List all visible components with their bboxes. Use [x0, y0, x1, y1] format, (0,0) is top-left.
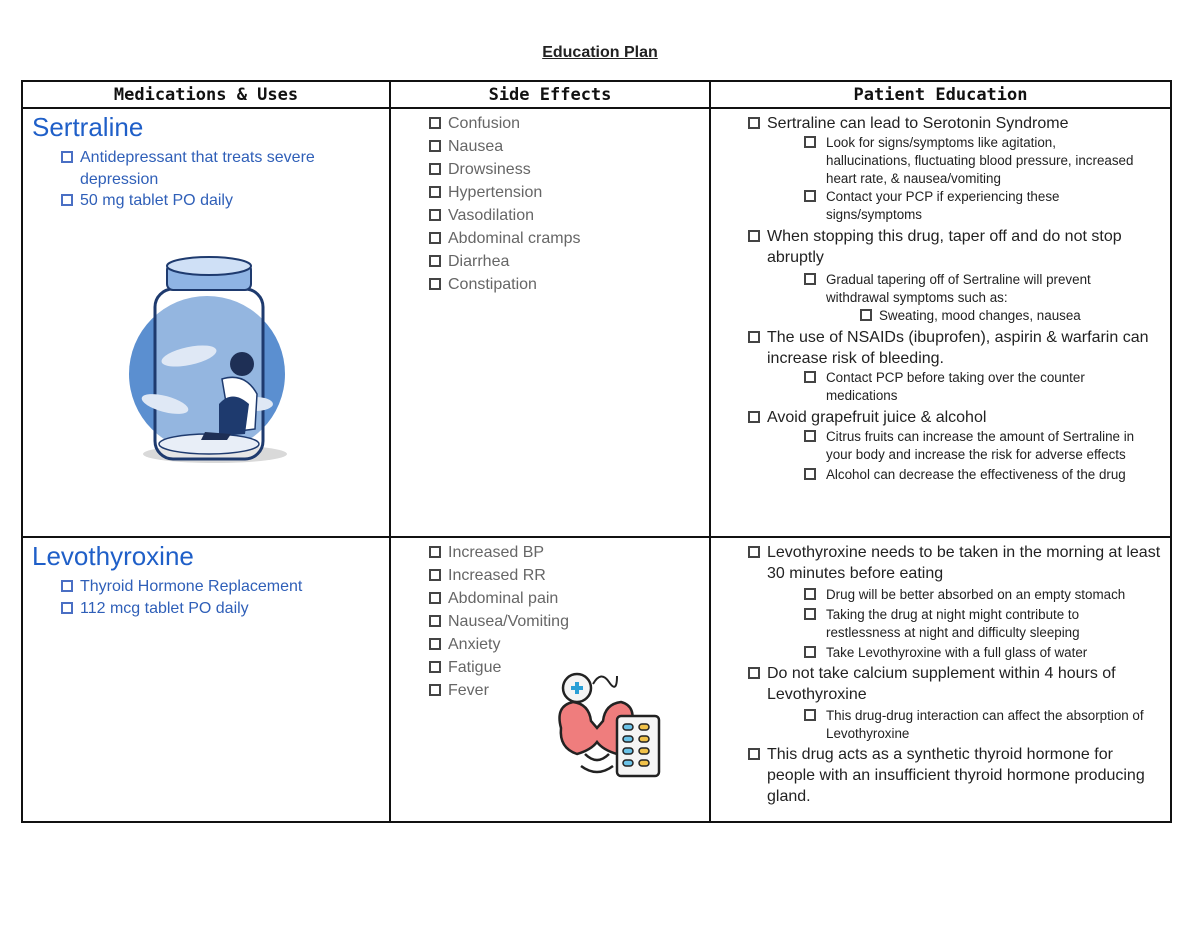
side-effect-item: Nausea	[429, 135, 709, 158]
side-effect-item: Fatigue	[429, 656, 709, 679]
education-list	[711, 109, 1170, 484]
medication-cell	[22, 108, 390, 537]
checkbox[interactable]	[804, 646, 816, 658]
checkbox[interactable]	[61, 602, 73, 614]
checkbox[interactable]	[748, 230, 760, 242]
checkbox[interactable]	[804, 709, 816, 721]
side-effect-item: Anxiety	[429, 633, 709, 656]
side-effects-list	[429, 112, 709, 296]
checkbox[interactable]	[429, 255, 441, 267]
checkbox[interactable]	[804, 190, 816, 202]
education-subpoint: Take Levothyroxine with a full glass of water	[804, 644, 1144, 662]
checkbox[interactable]	[804, 468, 816, 480]
education-plan-table	[21, 80, 1172, 823]
checkbox[interactable]	[61, 194, 73, 206]
checkbox[interactable]	[804, 136, 816, 148]
header-medications: Medications & Uses	[22, 81, 390, 108]
drug-name: Sertraline	[32, 112, 144, 142]
side-effect-item: Vasodilation	[429, 204, 709, 227]
education-point: Sertraline can lead to Serotonin Syndrome	[748, 113, 1164, 134]
side-effect-item: Drowsiness	[429, 158, 709, 181]
checkbox[interactable]	[61, 580, 73, 592]
checkbox[interactable]	[429, 117, 441, 129]
checkbox[interactable]	[748, 117, 760, 129]
use-item: Antidepressant that treats severe depression	[61, 147, 361, 190]
education-point: Levothyroxine needs to be taken in the morning at least 30 minutes before eating	[748, 542, 1164, 584]
medication-cell	[22, 537, 390, 822]
uses-list	[61, 147, 389, 212]
patient-education-cell	[710, 537, 1171, 822]
medication-row-sertraline	[22, 108, 1171, 537]
checkbox[interactable]	[429, 684, 441, 696]
education-list	[711, 538, 1170, 807]
education-subpoint: Look for signs/symptoms like agitation, hallucinations, fluctuating blood pressure, increased heart rate, & nausea/vomiting	[804, 134, 1144, 188]
checkbox[interactable]	[429, 546, 441, 558]
checkbox[interactable]	[429, 278, 441, 290]
checkbox[interactable]	[429, 209, 441, 221]
header-patient-education: Patient Education	[710, 81, 1171, 108]
checkbox[interactable]	[860, 309, 872, 321]
side-effect-item: Abdominal cramps	[429, 227, 709, 250]
education-subpoint: Drug will be better absorbed on an empty stomach	[804, 586, 1144, 604]
checkbox[interactable]	[804, 588, 816, 600]
use-item: Thyroid Hormone Replacement	[61, 576, 361, 598]
education-subpoint: This drug-drug interaction can affect the absorption of Levothyroxine	[804, 707, 1144, 743]
checkbox[interactable]	[429, 615, 441, 627]
checkbox[interactable]	[748, 546, 760, 558]
checkbox[interactable]	[429, 232, 441, 244]
checkbox[interactable]	[429, 186, 441, 198]
checkbox[interactable]	[748, 331, 760, 343]
side-effect-item: Diarrhea	[429, 250, 709, 273]
checkbox[interactable]	[429, 638, 441, 650]
side-effect-item: Hypertension	[429, 181, 709, 204]
thyroid-medication-illustration	[551, 666, 666, 786]
education-subpoint: Citrus fruits can increase the amount of Sertraline in your body and increase the risk for adverse effects	[804, 428, 1144, 464]
education-subpoint: Alcohol can decrease the effectiveness of the drug	[804, 466, 1144, 484]
side-effect-item: Increased RR	[429, 564, 709, 587]
education-point: The use of NSAIDs (ibuprofen), aspirin & warfarin can increase risk of bleeding.	[748, 327, 1164, 369]
uses-list	[61, 576, 389, 619]
use-item: 112 mcg tablet PO daily	[61, 598, 361, 620]
education-subpoint: Contact your PCP if experiencing these signs/symptoms	[804, 188, 1144, 224]
header-row	[22, 81, 1171, 108]
checkbox[interactable]	[429, 163, 441, 175]
checkbox[interactable]	[748, 667, 760, 679]
side-effect-item: Confusion	[429, 112, 709, 135]
checkbox[interactable]	[804, 430, 816, 442]
education-subpoint: Gradual tapering off of Sertraline will prevent withdrawal symptoms such as:	[804, 271, 1144, 307]
side-effects-cell	[390, 108, 710, 537]
side-effect-item: Nausea/Vomiting	[429, 610, 709, 633]
checkbox[interactable]	[429, 661, 441, 673]
checkbox[interactable]	[429, 140, 441, 152]
page-title: Education Plan	[542, 44, 658, 61]
side-effects-cell	[390, 537, 710, 822]
use-item: 50 mg tablet PO daily	[61, 190, 361, 212]
education-point: This drug acts as a synthetic thyroid hormone for people with an insufficient thyroid hormone producing gland.	[748, 744, 1164, 807]
education-point: Avoid grapefruit juice & alcohol	[748, 407, 1164, 428]
patient-education-cell	[710, 108, 1171, 537]
education-subpoint: Taking the drug at night might contribute to restlessness at night and difficulty sleeping	[804, 606, 1144, 642]
checkbox[interactable]	[429, 592, 441, 604]
side-effect-item: Fever	[429, 679, 709, 702]
checkbox[interactable]	[748, 748, 760, 760]
checkbox[interactable]	[804, 371, 816, 383]
education-subsubpoint: Sweating, mood changes, nausea	[860, 307, 1164, 325]
education-point: When stopping this drug, taper off and do not stop abruptly	[748, 226, 1164, 268]
checkbox[interactable]	[429, 569, 441, 581]
checkbox[interactable]	[804, 608, 816, 620]
drug-name: Levothyroxine	[32, 541, 194, 571]
checkbox[interactable]	[748, 411, 760, 423]
side-effect-item: Abdominal pain	[429, 587, 709, 610]
education-subpoint: Contact PCP before taking over the counter medications	[804, 369, 1144, 405]
checkbox[interactable]	[61, 151, 73, 163]
checkbox[interactable]	[804, 273, 816, 285]
side-effect-item: Increased BP	[429, 541, 709, 564]
side-effect-item: Constipation	[429, 273, 709, 296]
medication-row-levothyroxine	[22, 537, 1171, 822]
person-in-pill-bottle-illustration	[127, 254, 297, 469]
header-side-effects: Side Effects	[390, 81, 710, 108]
education-point: Do not take calcium supplement within 4 hours of Levothyroxine	[748, 663, 1164, 705]
